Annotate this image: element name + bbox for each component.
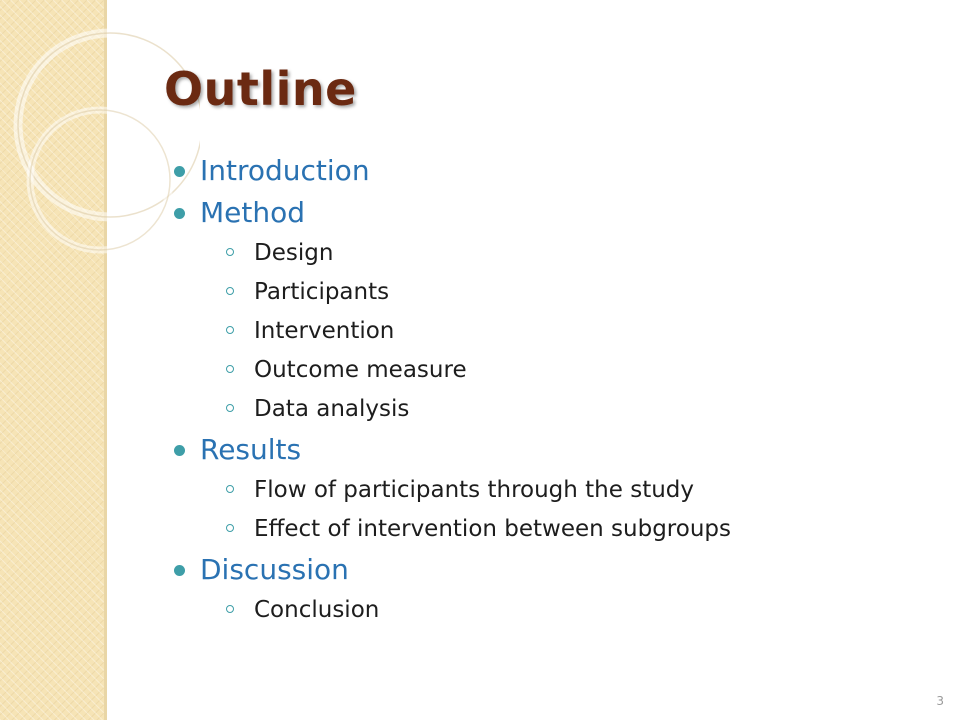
outline-item-label: Discussion xyxy=(200,553,349,586)
ring-decoration xyxy=(0,0,200,330)
sub-item xyxy=(200,591,934,630)
outline-item-label: Method xyxy=(200,196,306,229)
sub-list xyxy=(200,234,934,429)
sub-item-label: Effect of intervention between subgroups xyxy=(254,516,731,542)
sub-item xyxy=(200,471,934,510)
outline-item-method xyxy=(174,192,934,429)
outline-item-introduction xyxy=(174,150,934,192)
hollow-bullet-icon xyxy=(226,404,234,412)
sub-item xyxy=(200,390,934,429)
sub-item-label: Flow of participants through the study xyxy=(254,477,694,503)
hollow-bullet-icon xyxy=(226,326,234,334)
sub-item xyxy=(200,510,934,549)
hollow-bullet-icon xyxy=(226,248,234,256)
hollow-bullet-icon xyxy=(226,365,234,373)
sub-item xyxy=(200,312,934,351)
outline-item-label: Results xyxy=(200,433,302,466)
sub-item xyxy=(200,273,934,312)
sub-item xyxy=(200,234,934,273)
hollow-bullet-icon xyxy=(226,524,234,532)
sub-list xyxy=(200,591,934,630)
sub-item-label: Outcome measure xyxy=(254,357,467,383)
outline-item-results xyxy=(174,429,934,549)
bullet-icon xyxy=(174,166,185,177)
outline-list xyxy=(174,150,934,630)
sub-item-label: Participants xyxy=(254,279,390,305)
bullet-icon xyxy=(174,208,185,219)
sub-item xyxy=(200,351,934,390)
sub-item-label: Conclusion xyxy=(254,597,380,623)
sub-item-label: Design xyxy=(254,240,334,266)
bullet-icon xyxy=(174,445,185,456)
slide-title: Outline xyxy=(164,62,357,116)
hollow-bullet-icon xyxy=(226,605,234,613)
page-number: 3 xyxy=(936,694,944,708)
hollow-bullet-icon xyxy=(226,485,234,493)
sub-item-label: Data analysis xyxy=(254,396,410,422)
bullet-icon xyxy=(174,565,185,576)
outline-item-label: Introduction xyxy=(200,154,370,187)
sub-list xyxy=(200,471,934,549)
sub-item-label: Intervention xyxy=(254,318,395,344)
hollow-bullet-icon xyxy=(226,287,234,295)
outline-item-discussion xyxy=(174,549,934,630)
